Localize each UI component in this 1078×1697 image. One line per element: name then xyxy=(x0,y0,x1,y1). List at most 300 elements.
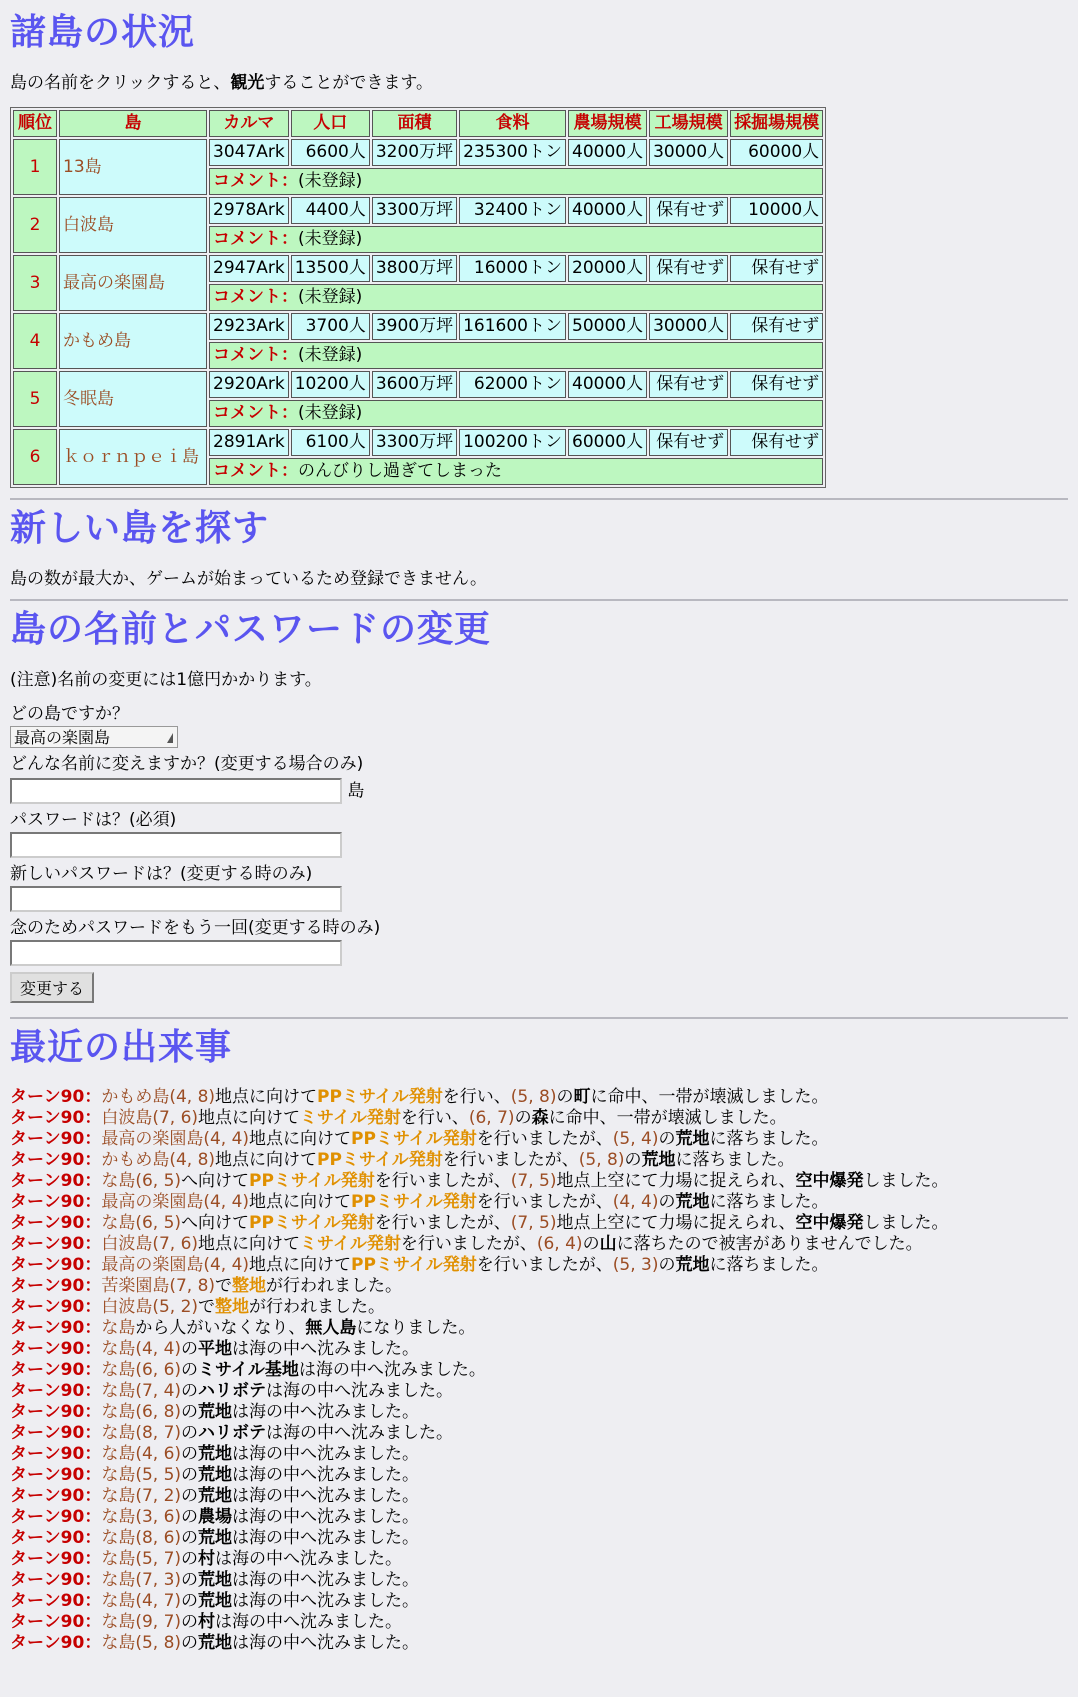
confirm-password-label: 念のためパスワードをもう一回(変更する時のみ) xyxy=(10,918,381,938)
turn-label: ターン90： xyxy=(10,1213,102,1233)
change-title: 島の名前とパスワードの変更 xyxy=(10,609,492,650)
island-ref[interactable]: な島(4, 7) xyxy=(101,1591,182,1611)
log-entry xyxy=(10,1297,1068,1318)
island-ref[interactable]: な島(5, 7) xyxy=(101,1549,182,1569)
island-ref[interactable]: 最高の楽園島(4, 4) xyxy=(101,1192,250,1212)
comment-text: (未登録) xyxy=(298,287,363,307)
terrain-name: 空中爆発 xyxy=(795,1213,864,1233)
log-text: に落ちました。 xyxy=(675,1150,795,1170)
log-text: を行いましたが、 xyxy=(476,1129,613,1149)
action-name: PPミサイル発射 xyxy=(351,1192,477,1212)
action-name: PPミサイル発射 xyxy=(249,1213,375,1233)
island-ref[interactable]: な島(7, 3) xyxy=(101,1570,182,1590)
log-text: の xyxy=(181,1591,199,1611)
log-text: を行いましたが、 xyxy=(374,1171,511,1191)
log-text: 地点に向けて xyxy=(215,1087,318,1107)
log-text: の xyxy=(181,1402,199,1422)
log-entry xyxy=(10,1591,1068,1612)
table-row xyxy=(13,371,823,398)
comment-cell xyxy=(209,342,823,369)
terrain-name: ハリボテ xyxy=(198,1423,267,1443)
log-entry xyxy=(10,1318,1068,1339)
terrain-name: 無人島 xyxy=(305,1318,357,1338)
log-text: の xyxy=(181,1465,199,1485)
island-ref[interactable]: な島(7, 4) xyxy=(101,1381,182,1401)
food-value: 62000トン xyxy=(459,371,566,398)
farm-value: 20000人 xyxy=(568,255,647,282)
action-name: PPミサイル発射 xyxy=(351,1255,477,1275)
food-value: 32400トン xyxy=(459,197,566,224)
col-mine-header: 採掘場規模 xyxy=(730,110,823,137)
karma-value: 2978Ark xyxy=(209,197,289,224)
island-ref[interactable]: な島(9, 7) xyxy=(101,1612,182,1632)
log-text: は海の中へ沈みました。 xyxy=(232,1570,420,1590)
action-name: 整地 xyxy=(215,1297,250,1317)
population-value: 13500人 xyxy=(291,255,370,282)
log-text: 地点に向けて xyxy=(249,1255,352,1275)
island-ref[interactable]: 最高の楽園島(4, 4) xyxy=(101,1255,250,1275)
terrain-name: 荒地 xyxy=(198,1633,233,1653)
island-ref[interactable]: な島(6, 8) xyxy=(101,1402,182,1422)
karma-value: 2920Ark xyxy=(209,371,289,398)
log-entry xyxy=(10,1444,1068,1465)
log-text: の xyxy=(181,1339,199,1359)
action-name: ミサイル発射 xyxy=(300,1234,401,1254)
log-text: を行い、 xyxy=(442,1087,511,1107)
island-name-link[interactable]: 白波島 xyxy=(59,197,207,253)
log-text: は海の中へ沈みました。 xyxy=(232,1486,420,1506)
terrain-name: 空中爆発 xyxy=(795,1171,864,1191)
log-text: しました。 xyxy=(863,1171,949,1191)
terrain-name: 荒地 xyxy=(198,1486,233,1506)
log-entry xyxy=(10,1612,1068,1633)
log-text: へ向けて xyxy=(181,1171,250,1191)
island-ref[interactable]: な島(4, 4) xyxy=(101,1339,182,1359)
farm-value: 40000人 xyxy=(568,371,647,398)
island-ref[interactable]: (7, 5) xyxy=(510,1213,557,1233)
karma-value: 3047Ark xyxy=(209,139,289,166)
log-text: は海の中へ沈みました。 xyxy=(266,1381,454,1401)
terrain-name: 荒地 xyxy=(198,1444,233,1464)
island-name-link[interactable]: 冬眠島 xyxy=(59,371,207,427)
log-text: に命中、一帯が壊滅しました。 xyxy=(548,1108,787,1128)
terrain-name: 荒地 xyxy=(198,1570,233,1590)
log-text: は海の中へ沈みました。 xyxy=(232,1633,420,1653)
log-text: の xyxy=(181,1570,199,1590)
log-entry xyxy=(10,1234,1068,1255)
comment-label: コメント： xyxy=(213,461,298,481)
new-island-text: 島の数が最大か、ゲームが始まっているため登録できません。 xyxy=(10,569,488,589)
log-text: から人がいなくなり、 xyxy=(135,1318,306,1338)
events-title: 最近の出来事 xyxy=(10,1027,233,1068)
comment-text: のんびりし過ぎてしまった xyxy=(298,461,502,481)
log-text: の xyxy=(582,1234,600,1254)
island-ref[interactable]: かもめ島(4, 8) xyxy=(101,1150,216,1170)
karma-value: 2923Ark xyxy=(209,313,289,340)
log-text: の xyxy=(181,1381,199,1401)
turn-label: ターン90： xyxy=(10,1528,102,1548)
log-text: 地点に向けて xyxy=(249,1192,352,1212)
log-entry xyxy=(10,1402,1068,1423)
log-text: 地点上空にて力場に捉えられ、 xyxy=(556,1213,796,1233)
island-ref[interactable]: (6, 7) xyxy=(468,1108,515,1128)
population-value: 10200人 xyxy=(291,371,370,398)
terrain-name: 荒地 xyxy=(675,1255,710,1275)
log-entry xyxy=(10,1129,1068,1150)
action-name: PPミサイル発射 xyxy=(317,1150,443,1170)
event-log xyxy=(10,1087,1068,1654)
log-text: は海の中へ沈みました。 xyxy=(232,1507,420,1527)
col-food-header: 食料 xyxy=(459,110,566,137)
log-entry xyxy=(10,1486,1068,1507)
col-farm-header: 農場規模 xyxy=(568,110,647,137)
log-text: を行いましたが、 xyxy=(400,1234,537,1254)
island-select-value: 最高の楽園島 xyxy=(14,728,111,747)
island-ref[interactable]: な島(3, 6) xyxy=(101,1507,182,1527)
col-island-header: 島 xyxy=(59,110,207,137)
log-entry xyxy=(10,1528,1068,1549)
log-text: の xyxy=(658,1192,676,1212)
karma-value: 2891Ark xyxy=(209,429,289,456)
new-password-label: 新しいパスワードは？(変更する時のみ) xyxy=(10,864,313,884)
island-ref[interactable]: 最高の楽園島(4, 4) xyxy=(101,1129,250,1149)
rank-number: 4 xyxy=(13,313,57,369)
island-ref[interactable]: な島(4, 6) xyxy=(101,1444,182,1464)
island-ref[interactable]: な島(8, 6) xyxy=(101,1528,182,1548)
turn-label: ターン90： xyxy=(10,1465,102,1485)
comment-cell xyxy=(209,168,823,195)
log-text: の xyxy=(514,1108,532,1128)
log-text: は海の中へ沈みました。 xyxy=(232,1444,420,1464)
log-text: は海の中へ沈みました。 xyxy=(232,1402,420,1422)
log-text: に落ちました。 xyxy=(709,1255,829,1275)
turn-label: ターン90： xyxy=(10,1234,102,1254)
comment-label: コメント： xyxy=(213,403,298,423)
turn-label: ターン90： xyxy=(10,1129,102,1149)
island-ref[interactable]: な島(6, 5) xyxy=(101,1171,182,1191)
log-text: の xyxy=(181,1486,199,1506)
log-entry xyxy=(10,1171,1068,1192)
island-ref[interactable]: 白波島(7, 6) xyxy=(101,1108,199,1128)
turn-label: ターン90： xyxy=(10,1318,102,1338)
island-name-link[interactable]: かもめ島 xyxy=(59,313,207,369)
rank-number: 6 xyxy=(13,429,57,485)
population-value: 6100人 xyxy=(291,429,370,456)
food-value: 235300トン xyxy=(459,139,566,166)
island-select-label: どの島ですか？ xyxy=(10,704,129,724)
island-select[interactable] xyxy=(10,726,178,748)
terrain-name: 荒地 xyxy=(198,1402,233,1422)
change-submit-button[interactable]: 変更する xyxy=(10,972,94,1003)
rank-number: 1 xyxy=(13,139,57,195)
island-name-link[interactable]: 最高の楽園島 xyxy=(59,255,207,311)
log-text: は海の中へ沈みました。 xyxy=(232,1591,420,1611)
turn-label: ターン90： xyxy=(10,1591,102,1611)
log-text: へ向けて xyxy=(181,1213,250,1233)
turn-label: ターン90： xyxy=(10,1507,102,1527)
log-text: の xyxy=(181,1549,199,1569)
ranking-title: 諸島の状況 xyxy=(10,12,196,53)
log-text: の xyxy=(658,1255,676,1275)
island-ref[interactable]: な島(7, 2) xyxy=(101,1486,182,1506)
terrain-name: 村 xyxy=(198,1612,216,1632)
log-text: を行いましたが、 xyxy=(442,1150,579,1170)
log-text: 地点に向けて xyxy=(198,1234,301,1254)
terrain-name: ミサイル基地 xyxy=(198,1360,299,1380)
log-text: が行われました。 xyxy=(266,1276,403,1296)
turn-label: ターン90： xyxy=(10,1150,102,1170)
log-text: は海の中へ沈みました。 xyxy=(266,1423,454,1443)
divider xyxy=(10,599,1068,601)
factory-value: 保有せず xyxy=(649,197,728,224)
log-text: は海の中へ沈みました。 xyxy=(232,1339,420,1359)
log-text: の xyxy=(556,1087,574,1107)
terrain-name: ハリボテ xyxy=(198,1381,267,1401)
rank-number: 3 xyxy=(13,255,57,311)
island-ref[interactable]: かもめ島(4, 8) xyxy=(101,1087,216,1107)
action-name: 整地 xyxy=(232,1276,267,1296)
turn-label: ターン90： xyxy=(10,1108,102,1128)
mine-value: 保有せず xyxy=(730,313,823,340)
log-text: に落ちました。 xyxy=(709,1192,829,1212)
log-entry xyxy=(10,1360,1068,1381)
ranking-header-row xyxy=(13,110,823,137)
log-text: の xyxy=(181,1360,199,1380)
island-ref[interactable]: な島(6, 5) xyxy=(101,1213,182,1233)
new-password-input[interactable] xyxy=(10,886,342,912)
table-row xyxy=(13,139,823,166)
island-ref[interactable]: (4, 4) xyxy=(612,1192,659,1212)
terrain-name: 荒地 xyxy=(198,1528,233,1548)
log-text: の xyxy=(181,1444,199,1464)
comment-label: コメント： xyxy=(213,171,298,191)
island-ref[interactable]: (6, 4) xyxy=(536,1234,583,1254)
mine-value: 保有せず xyxy=(730,371,823,398)
ranking-intro: 島の名前をクリックすると、観光することができます。 xyxy=(10,73,433,93)
turn-label: ターン90： xyxy=(10,1255,102,1275)
population-value: 4400人 xyxy=(291,197,370,224)
population-value: 6600人 xyxy=(291,139,370,166)
log-entry xyxy=(10,1150,1068,1171)
comment-text: (未登録) xyxy=(298,229,363,249)
comment-label: コメント： xyxy=(213,229,298,249)
karma-value: 2947Ark xyxy=(209,255,289,282)
log-text: に落ちたので被害がありませんでした。 xyxy=(616,1234,923,1254)
farm-value: 40000人 xyxy=(568,139,647,166)
farm-value: 60000人 xyxy=(568,429,647,456)
log-entry xyxy=(10,1108,1068,1129)
island-ref[interactable]: (5, 3) xyxy=(612,1255,659,1275)
log-entry xyxy=(10,1213,1068,1234)
terrain-name: 平地 xyxy=(198,1339,233,1359)
log-text: を行いましたが、 xyxy=(374,1213,511,1233)
terrain-name: 町 xyxy=(573,1087,591,1107)
password-input[interactable] xyxy=(10,832,342,858)
change-form xyxy=(10,702,1068,1003)
terrain-name: 荒地 xyxy=(675,1192,710,1212)
new-island-title: 新しい島を探す xyxy=(10,508,270,549)
change-note: (注意)名前の変更には1億円かかります。 xyxy=(10,670,322,690)
log-entry xyxy=(10,1255,1068,1276)
action-name: ミサイル発射 xyxy=(300,1108,401,1128)
terrain-name: 村 xyxy=(198,1549,216,1569)
farm-value: 40000人 xyxy=(568,197,647,224)
mine-value: 60000人 xyxy=(730,139,823,166)
factory-value: 30000人 xyxy=(649,313,728,340)
log-text: を行い、 xyxy=(400,1108,469,1128)
log-text: の xyxy=(658,1129,676,1149)
factory-value: 保有せず xyxy=(649,371,728,398)
turn-label: ターン90： xyxy=(10,1549,102,1569)
island-ref[interactable]: な島 xyxy=(101,1318,136,1338)
log-text: で xyxy=(198,1297,216,1317)
factory-value: 30000人 xyxy=(649,139,728,166)
table-row xyxy=(13,313,823,340)
log-entry xyxy=(10,1339,1068,1360)
new-name-input[interactable] xyxy=(10,778,342,804)
farm-value: 50000人 xyxy=(568,313,647,340)
turn-label: ターン90： xyxy=(10,1633,102,1653)
log-text: 地点上空にて力場に捉えられ、 xyxy=(556,1171,796,1191)
log-text: の xyxy=(181,1528,199,1548)
action-name: PPミサイル発射 xyxy=(317,1087,443,1107)
log-entry xyxy=(10,1276,1068,1297)
area-value: 3600万坪 xyxy=(372,371,457,398)
confirm-password-input[interactable] xyxy=(10,940,342,966)
log-entry xyxy=(10,1507,1068,1528)
island-suffix: 島 xyxy=(347,781,365,801)
log-text: の xyxy=(181,1612,199,1632)
log-text: しました。 xyxy=(863,1213,949,1233)
comment-label: コメント： xyxy=(213,287,298,307)
island-ref[interactable]: 苦楽園島(7, 8) xyxy=(101,1276,216,1296)
log-text: は海の中へ沈みました。 xyxy=(215,1612,403,1632)
area-value: 3300万坪 xyxy=(372,197,457,224)
log-text: の xyxy=(181,1423,199,1443)
terrain-name: 農場 xyxy=(198,1507,233,1527)
terrain-name: 荒地 xyxy=(675,1129,710,1149)
food-value: 16000トン xyxy=(459,255,566,282)
log-text: を行いましたが、 xyxy=(476,1192,613,1212)
log-text: の xyxy=(624,1150,642,1170)
log-text: 地点に向けて xyxy=(215,1150,318,1170)
log-entry xyxy=(10,1192,1068,1213)
log-text: になりました。 xyxy=(356,1318,476,1338)
turn-label: ターン90： xyxy=(10,1381,102,1401)
log-text: 地点に向けて xyxy=(198,1108,301,1128)
comment-text: (未登録) xyxy=(298,171,363,191)
col-factory-header: 工場規模 xyxy=(649,110,728,137)
area-value: 3200万坪 xyxy=(372,139,457,166)
comment-cell xyxy=(209,458,823,485)
log-text: が行われました。 xyxy=(249,1297,386,1317)
log-entry xyxy=(10,1549,1068,1570)
turn-label: ターン90： xyxy=(10,1612,102,1632)
divider xyxy=(10,1017,1068,1019)
mine-value: 10000人 xyxy=(730,197,823,224)
comment-cell xyxy=(209,400,823,427)
island-ref[interactable]: (5, 8) xyxy=(578,1150,625,1170)
table-row xyxy=(13,255,823,282)
comment-cell xyxy=(209,226,823,253)
new-name-label: どんな名前に変えますか？(変更する場合のみ) xyxy=(10,754,364,774)
terrain-name: 荒地 xyxy=(198,1591,233,1611)
table-row xyxy=(13,197,823,224)
island-ref[interactable]: 白波島(7, 6) xyxy=(101,1234,199,1254)
password-label: パスワードは？(必須) xyxy=(10,810,177,830)
terrain-name: 荒地 xyxy=(641,1150,676,1170)
divider xyxy=(10,498,1068,500)
log-text: 地点に向けて xyxy=(249,1129,352,1149)
terrain-name: 荒地 xyxy=(198,1465,233,1485)
mine-value: 保有せず xyxy=(730,255,823,282)
comment-label: コメント： xyxy=(213,345,298,365)
log-entry xyxy=(10,1423,1068,1444)
comment-cell xyxy=(209,284,823,311)
turn-label: ターン90： xyxy=(10,1360,102,1380)
turn-label: ターン90： xyxy=(10,1444,102,1464)
turn-label: ターン90： xyxy=(10,1423,102,1443)
comment-text: (未登録) xyxy=(298,403,363,423)
island-ref[interactable]: 白波島(5, 2) xyxy=(101,1297,199,1317)
log-text: で xyxy=(215,1276,233,1296)
island-name-link[interactable]: 13島 xyxy=(59,139,207,195)
island-ref[interactable]: (5, 8) xyxy=(510,1087,557,1107)
factory-value: 保有せず xyxy=(649,255,728,282)
turn-label: ターン90： xyxy=(10,1192,102,1212)
island-ref[interactable]: な島(5, 5) xyxy=(101,1465,182,1485)
turn-label: ターン90： xyxy=(10,1570,102,1590)
col-area-header: 面積 xyxy=(372,110,457,137)
island-name-link[interactable]: ｋｏｒｎｐｅｉ島 xyxy=(59,429,207,485)
log-text: の xyxy=(181,1633,199,1653)
turn-label: ターン90： xyxy=(10,1486,102,1506)
col-rank-header: 順位 xyxy=(13,110,57,137)
log-text: に命中、一帯が壊滅しました。 xyxy=(590,1087,829,1107)
turn-label: ターン90： xyxy=(10,1276,102,1296)
turn-label: ターン90： xyxy=(10,1297,102,1317)
mine-value: 保有せず xyxy=(730,429,823,456)
turn-label: ターン90： xyxy=(10,1402,102,1422)
col-population-header: 人口 xyxy=(291,110,370,137)
terrain-name: 森 xyxy=(531,1108,549,1128)
island-ref[interactable]: (5, 4) xyxy=(612,1129,659,1149)
turn-label: ターン90： xyxy=(10,1339,102,1359)
log-text: を行いましたが、 xyxy=(476,1255,613,1275)
log-text: は海の中へ沈みました。 xyxy=(215,1549,403,1569)
action-name: PPミサイル発射 xyxy=(249,1171,375,1191)
log-text: は海の中へ沈みました。 xyxy=(298,1360,486,1380)
food-value: 100200トン xyxy=(459,429,566,456)
log-entry xyxy=(10,1465,1068,1486)
factory-value: 保有せず xyxy=(649,429,728,456)
log-text: は海の中へ沈みました。 xyxy=(232,1465,420,1485)
log-text: の xyxy=(181,1507,199,1527)
area-value: 3900万坪 xyxy=(372,313,457,340)
island-ref[interactable]: (7, 5) xyxy=(510,1171,557,1191)
log-entry xyxy=(10,1633,1068,1654)
dropdown-arrow-icon xyxy=(167,733,173,743)
food-value: 161600トン xyxy=(459,313,566,340)
island-ref[interactable]: な島(8, 7) xyxy=(101,1423,182,1443)
log-text: に落ちました。 xyxy=(709,1129,829,1149)
island-ref[interactable]: な島(6, 6) xyxy=(101,1360,182,1380)
action-name: PPミサイル発射 xyxy=(351,1129,477,1149)
table-row xyxy=(13,429,823,456)
area-value: 3800万坪 xyxy=(372,255,457,282)
island-ref[interactable]: な島(5, 8) xyxy=(101,1633,182,1653)
rank-number: 2 xyxy=(13,197,57,253)
